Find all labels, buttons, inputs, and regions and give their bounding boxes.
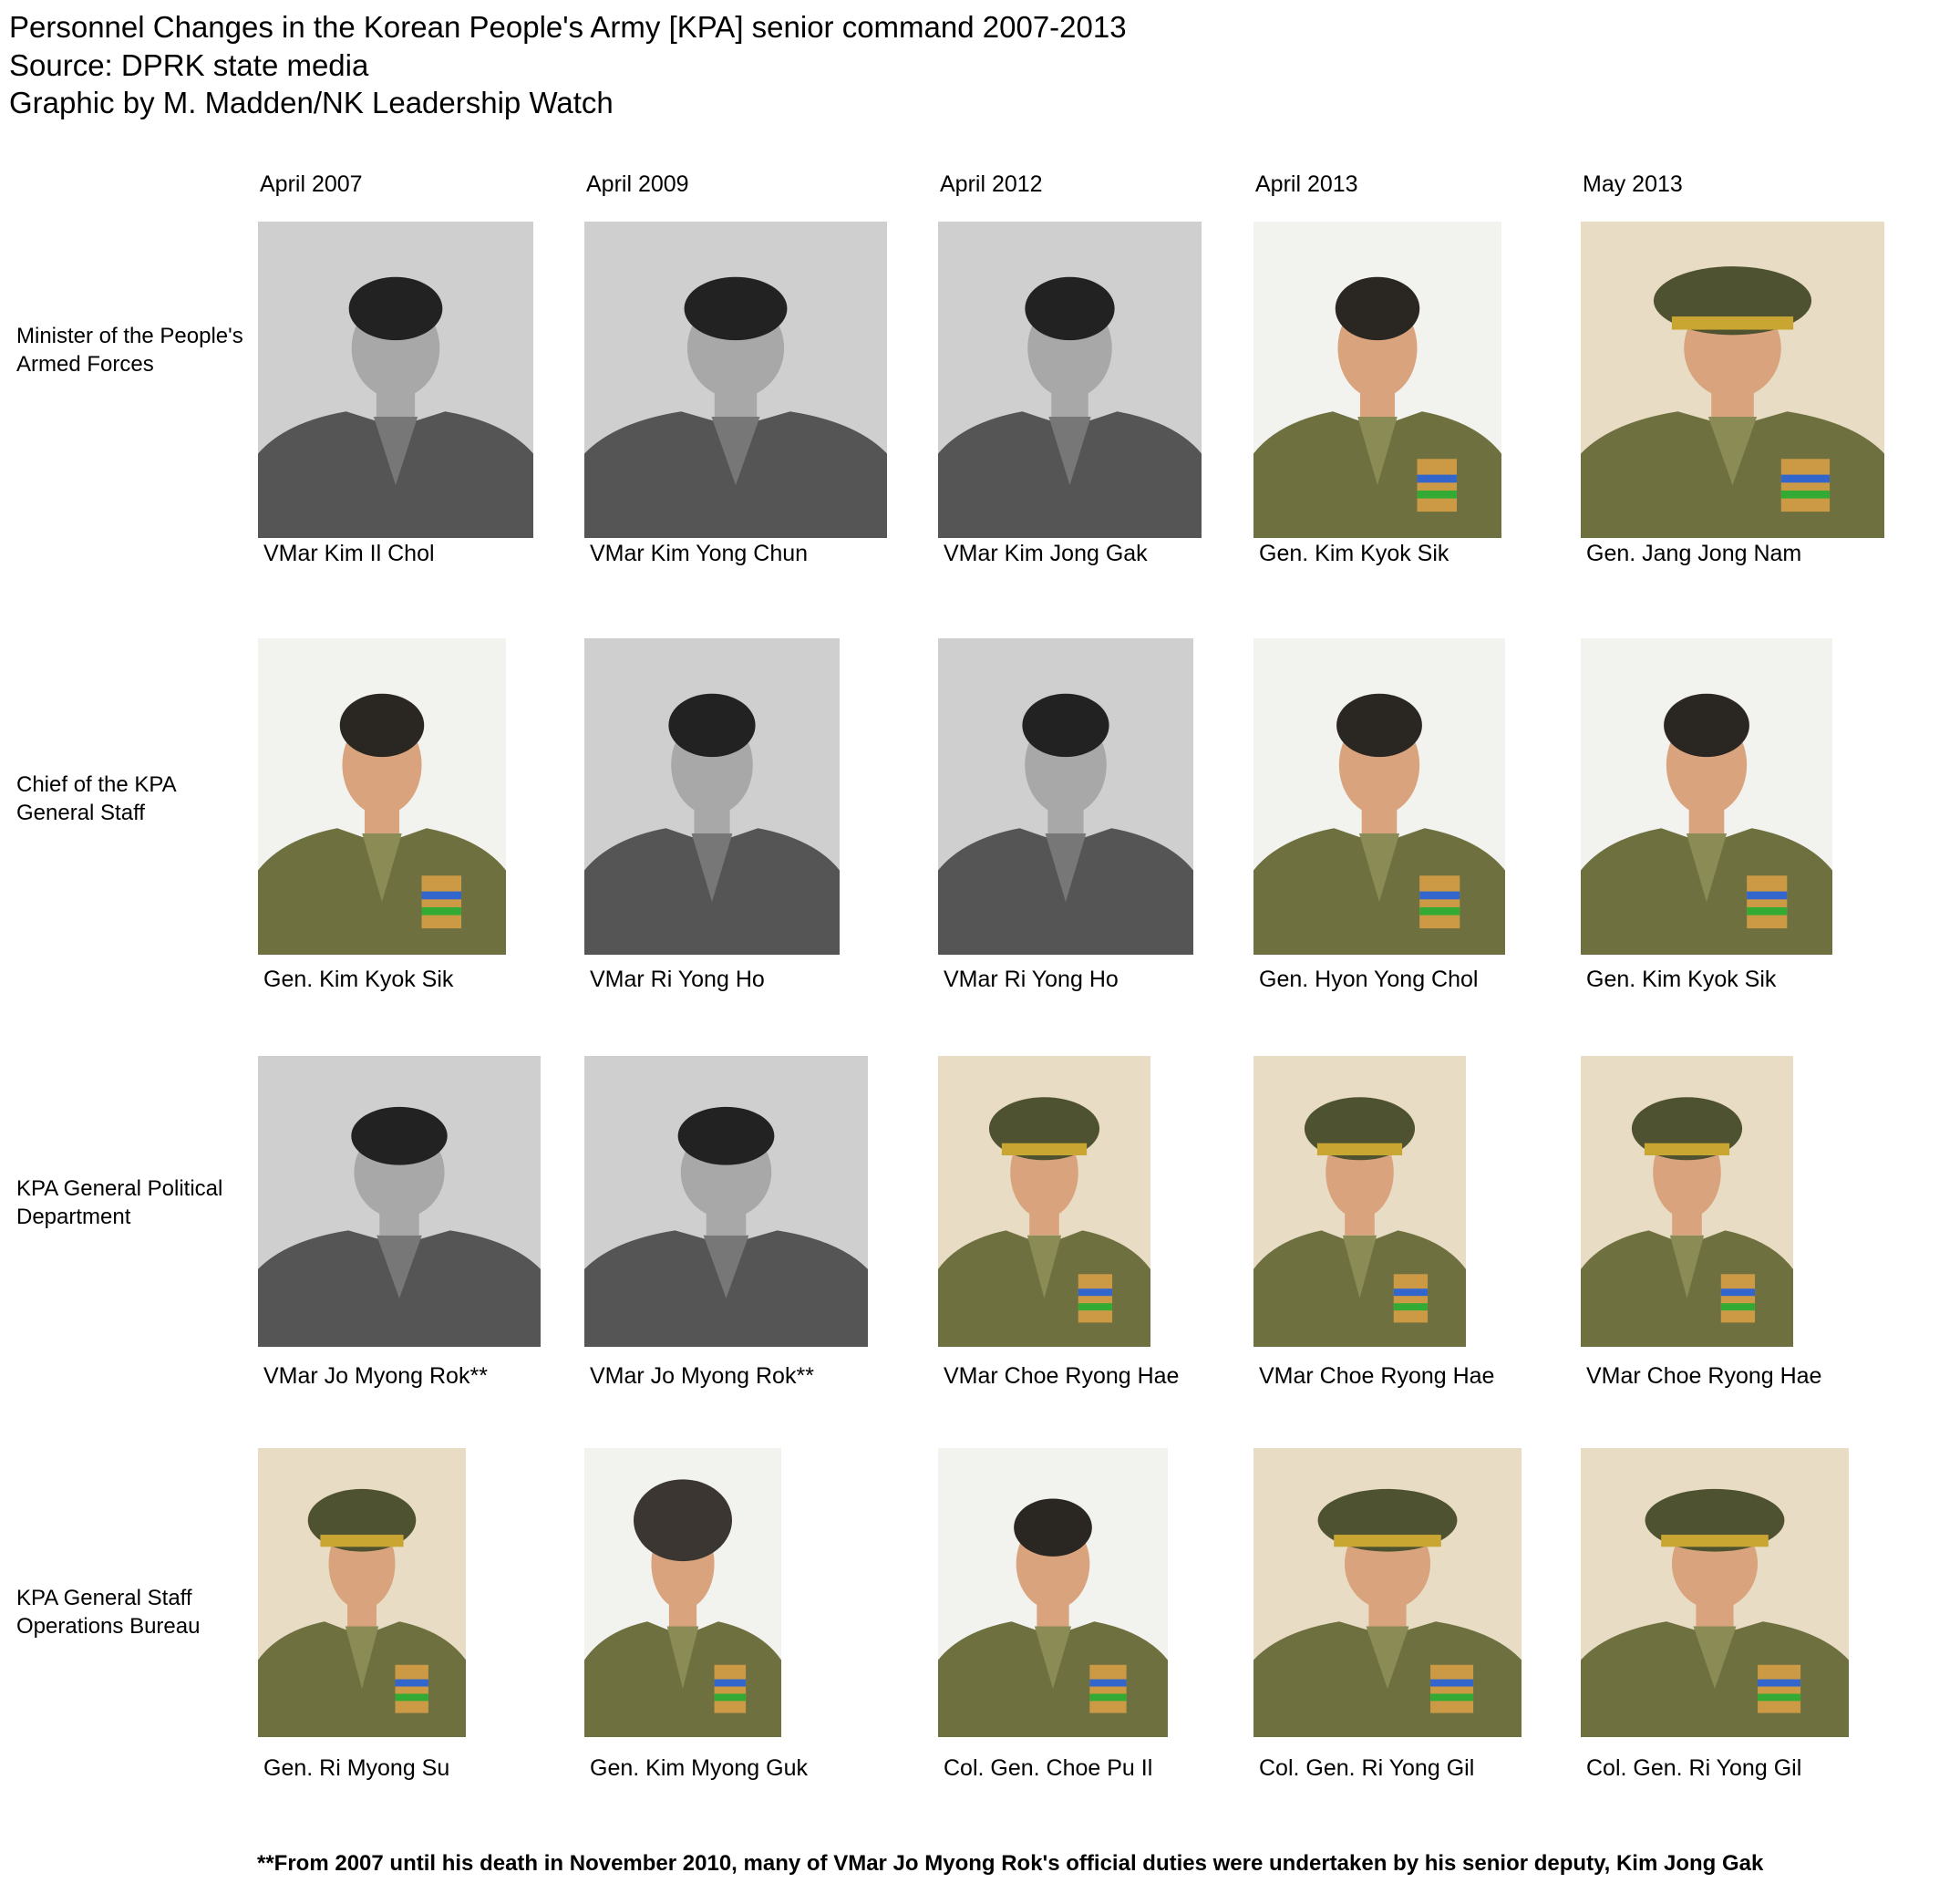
portrait-photo [1581, 222, 1884, 538]
portrait-icon [584, 1448, 781, 1737]
column-header: April 2007 [260, 171, 363, 197]
person-name: VMar Jo Myong Rok** [590, 1363, 814, 1389]
person-name: VMar Choe Ryong Hae [1259, 1363, 1495, 1389]
portrait-icon [1581, 638, 1832, 955]
row-label [16, 1584, 200, 1640]
portrait-icon [938, 222, 1202, 538]
footnote: **From 2007 until his death in November 2010, many of VMar Jo Myong Rok's official duties were undertaken by his senior deputy, Kim Jong Gak [257, 1851, 1764, 1876]
portrait-icon [258, 638, 506, 955]
row-label-line: Minister of the People's [16, 324, 243, 348]
portrait-icon [1253, 1448, 1522, 1737]
person-name: Col. Gen. Choe Pu Il [944, 1755, 1153, 1781]
portrait-photo [258, 222, 533, 538]
column-header: April 2012 [940, 171, 1043, 197]
portrait-photo [258, 1448, 466, 1737]
portrait-icon [1253, 638, 1505, 955]
portrait-icon [584, 638, 840, 955]
portrait-photo [584, 638, 840, 955]
portrait-photo [1581, 1056, 1793, 1347]
portrait-photo [584, 222, 887, 538]
portrait-icon [584, 1056, 868, 1347]
portrait-icon [1253, 222, 1501, 538]
person-name: Col. Gen. Ri Yong Gil [1259, 1755, 1475, 1781]
portrait-photo [938, 1448, 1168, 1737]
portrait-photo [938, 638, 1193, 955]
column-header: May 2013 [1583, 171, 1683, 197]
person-name: VMar Choe Ryong Hae [1586, 1363, 1822, 1389]
person-name: Gen. Ri Myong Su [263, 1755, 450, 1781]
person-name: VMar Ri Yong Ho [944, 967, 1119, 992]
person-name: VMar Kim Il Chol [263, 541, 435, 566]
portrait-icon [938, 1056, 1150, 1347]
row-label [16, 322, 243, 378]
person-name: VMar Ri Yong Ho [590, 967, 765, 992]
portrait-photo [1253, 638, 1505, 955]
person-name: Gen. Hyon Yong Chol [1259, 967, 1479, 992]
portrait-icon [584, 222, 887, 538]
portrait-icon [1253, 1056, 1466, 1347]
portrait-icon [938, 638, 1193, 955]
portrait-photo [258, 1056, 541, 1347]
person-name: Gen. Jang Jong Nam [1586, 541, 1802, 566]
person-name: VMar Kim Yong Chun [590, 541, 809, 566]
portrait-photo [1253, 1056, 1466, 1347]
portrait-icon [258, 1056, 541, 1347]
row-label-line: Department [16, 1205, 131, 1229]
person-name: Gen. Kim Kyok Sik [1586, 967, 1777, 992]
person-name: VMar Choe Ryong Hae [944, 1363, 1180, 1389]
column-header: April 2009 [586, 171, 689, 197]
row-label-line: KPA General Staff [16, 1586, 192, 1610]
row-label-line: Armed Forces [16, 352, 154, 377]
row-label-line: KPA General Political [16, 1176, 223, 1201]
graphic-title: Personnel Changes in the Korean People's Army [KPA] senior command 2007-2013 [9, 10, 1127, 44]
portrait-photo [1253, 222, 1501, 538]
row-label-line: Operations Bureau [16, 1614, 201, 1639]
column-header: April 2013 [1255, 171, 1358, 197]
row-label-line: General Staff [16, 801, 145, 825]
portrait-photo [938, 1056, 1150, 1347]
portrait-photo [1581, 1448, 1849, 1737]
person-name: Gen. Kim Kyok Sik [1259, 541, 1449, 566]
person-name: VMar Jo Myong Rok** [263, 1363, 488, 1389]
portrait-icon [1581, 222, 1884, 538]
portrait-photo [1581, 638, 1832, 955]
source-line: Source: DPRK state media [9, 48, 369, 82]
portrait-icon [1581, 1448, 1849, 1737]
portrait-photo [584, 1056, 868, 1347]
portrait-icon [938, 1448, 1168, 1737]
person-name: Gen. Kim Myong Guk [590, 1755, 808, 1781]
portrait-photo [938, 222, 1202, 538]
portrait-icon [1581, 1056, 1793, 1347]
row-label [16, 1174, 222, 1231]
person-name: VMar Kim Jong Gak [944, 541, 1148, 566]
row-label-line: Chief of the KPA [16, 772, 177, 797]
person-name: Gen. Kim Kyok Sik [263, 967, 454, 992]
portrait-icon [258, 222, 533, 538]
person-name: Col. Gen. Ri Yong Gil [1586, 1755, 1802, 1781]
portrait-photo [584, 1448, 781, 1737]
portrait-icon [258, 1448, 466, 1737]
portrait-photo [258, 638, 506, 955]
row-label [16, 771, 177, 827]
credit-line: Graphic by M. Madden/NK Leadership Watch [9, 86, 614, 119]
portrait-photo [1253, 1448, 1522, 1737]
